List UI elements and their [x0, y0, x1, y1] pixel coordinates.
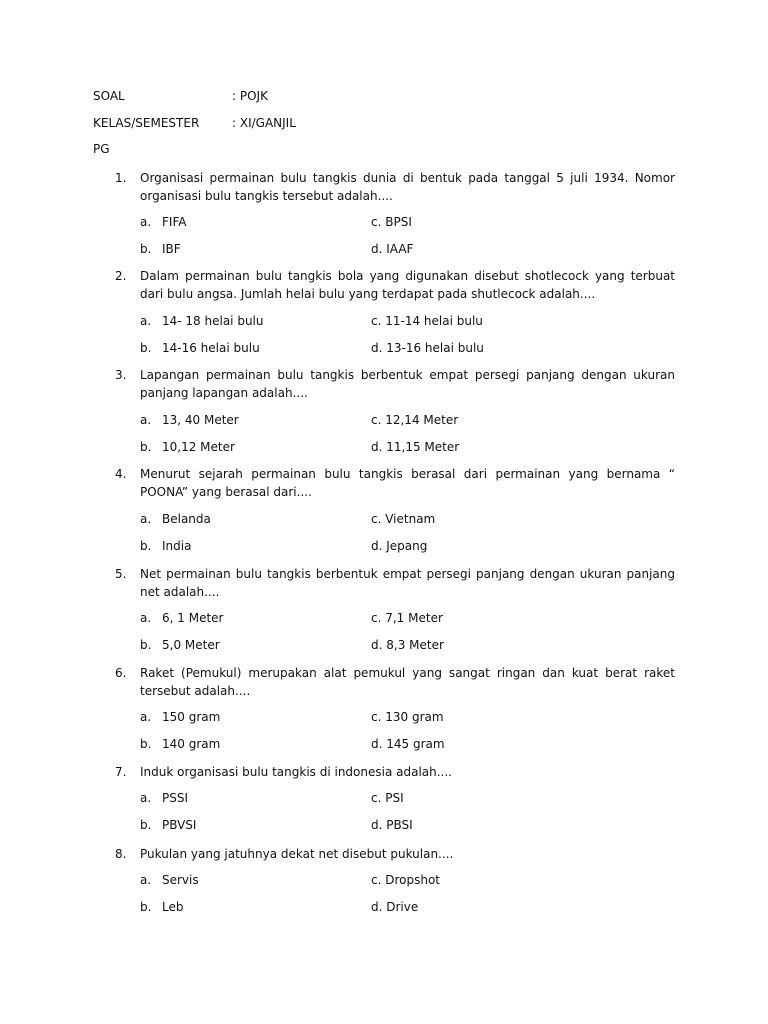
- option-a: a. Servis: [140, 873, 199, 887]
- option-a: a. PSSI: [140, 791, 189, 805]
- question-text: Pukulan yang jatuhnya dekat net disebut pukulan....: [140, 847, 454, 861]
- option-c: c. PSI: [371, 791, 404, 805]
- kelas-label: KELAS/SEMESTER: [93, 116, 200, 130]
- option-b: b. India: [140, 539, 192, 553]
- option-d: d. IAAF: [371, 242, 414, 256]
- soal-value: : POJK: [232, 89, 268, 103]
- question-3: [115, 366, 675, 402]
- option-d: d. PBSI: [371, 818, 413, 832]
- option-a: a. 13, 40 Meter: [140, 413, 239, 427]
- kelas-value: : XI/GANJIL: [232, 116, 296, 130]
- question-8: [115, 845, 675, 863]
- question-number: 6.: [115, 666, 127, 680]
- option-d: d. 8,3 Meter: [371, 638, 444, 652]
- option-d: d. Jepang: [371, 539, 428, 553]
- soal-label: SOAL: [93, 89, 125, 103]
- question-4: [115, 465, 675, 501]
- question-number: 2.: [115, 269, 127, 283]
- option-d: d. 145 gram: [371, 737, 445, 751]
- question-number: 5.: [115, 567, 127, 581]
- question-1: [115, 169, 675, 205]
- option-a: a. FIFA: [140, 215, 187, 229]
- option-b: b. 5,0 Meter: [140, 638, 220, 652]
- soal-row: [93, 88, 268, 104]
- option-c: c. Dropshot: [371, 873, 440, 887]
- option-d: d. 11,15 Meter: [371, 440, 460, 454]
- kelas-row: [93, 115, 296, 131]
- question-number: 8.: [115, 847, 127, 861]
- option-a: a. 6, 1 Meter: [140, 611, 224, 625]
- question-text: Raket (Pemukul) merupakan alat pemukul yang sangat ringan dan kuat berat raket tersebut adalah....: [140, 666, 675, 698]
- question-text: Organisasi permainan bulu tangkis dunia di bentuk pada tanggal 5 juli 1934. Nomor organisasi bulu tangkis tersebut adalah....: [140, 171, 675, 203]
- question-number: 3.: [115, 368, 127, 382]
- option-a: a. 14- 18 helai bulu: [140, 314, 264, 328]
- option-d: d. 13-16 helai bulu: [371, 341, 484, 355]
- question-7: [115, 763, 675, 781]
- option-b: b. PBVSI: [140, 818, 197, 832]
- option-c: c. 12,14 Meter: [371, 413, 459, 427]
- question-text: Lapangan permainan bulu tangkis berbentuk empat persegi panjang dengan ukuran panjang lapangan adalah....: [140, 368, 675, 400]
- option-c: c. 130 gram: [371, 710, 444, 724]
- question-text: Dalam permainan bulu tangkis bola yang digunakan disebut shotlecock yang terbuat dari bulu angsa. Jumlah helai bulu yang terdapat pada shutlecock adalah....: [140, 269, 675, 301]
- question-5: [115, 565, 675, 601]
- option-c: c. BPSI: [371, 215, 412, 229]
- option-c: c. 11-14 helai bulu: [371, 314, 483, 328]
- question-number: 1.: [115, 171, 127, 185]
- question-6: [115, 664, 675, 700]
- option-d: d. Drive: [371, 900, 419, 914]
- question-number: 4.: [115, 467, 127, 481]
- question-text: Net permainan bulu tangkis berbentuk empat persegi panjang dengan ukuran panjang net adalah....: [140, 567, 675, 599]
- option-a: a. 150 gram: [140, 710, 221, 724]
- section-title: PG: [93, 142, 110, 156]
- question-text: Menurut sejarah permainan bulu tangkis berasal dari permainan yang bernama “ POONA” yang berasal dari....: [140, 467, 675, 499]
- option-c: c. 7,1 Meter: [371, 611, 443, 625]
- option-b: b. 14-16 helai bulu: [140, 341, 260, 355]
- option-b: b. IBF: [140, 242, 181, 256]
- question-2: [115, 267, 675, 303]
- option-b: b. 140 gram: [140, 737, 221, 751]
- question-text: Induk organisasi bulu tangkis di indonesia adalah....: [140, 765, 452, 779]
- option-b: b. Leb: [140, 900, 184, 914]
- question-number: 7.: [115, 765, 127, 779]
- option-a: a. Belanda: [140, 512, 211, 526]
- option-b: b. 10,12 Meter: [140, 440, 235, 454]
- option-c: c. Vietnam: [371, 512, 436, 526]
